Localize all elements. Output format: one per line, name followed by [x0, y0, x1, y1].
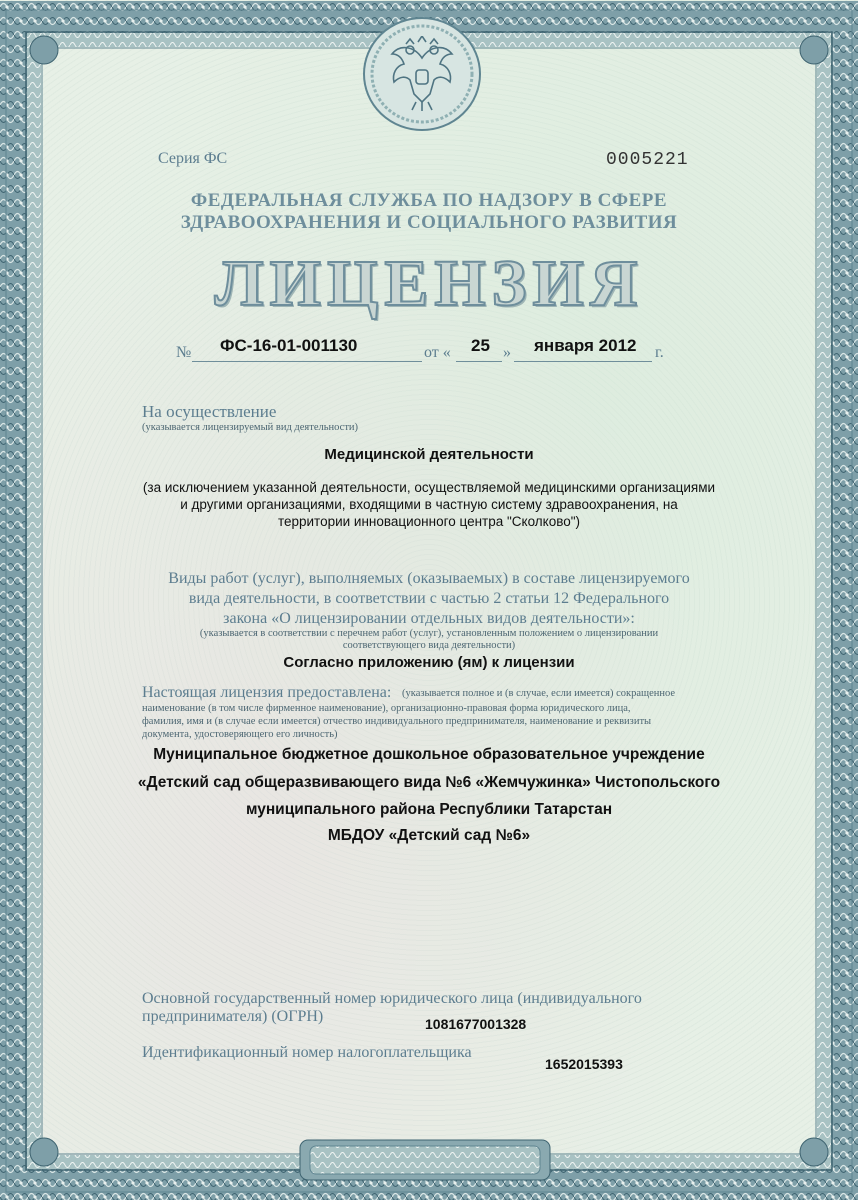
works-line-1: Виды работ (услуг), выполняемых (оказываемых) в составе лицензируемого: [168, 570, 690, 587]
license-serial-number: 0005221: [606, 150, 689, 170]
license-number: ФС-16-01-001130: [220, 336, 358, 355]
activity-note-line-1: (за исключением указанной деятельности, осуществляемой медицинскими организациями: [142, 480, 716, 495]
year-suffix: г.: [655, 344, 664, 361]
grantee-label: Настоящая лицензия предоставлена:: [142, 684, 392, 701]
inn-label: Идентификационный номер налогоплательщика: [142, 1044, 472, 1061]
grantee-hint-line-1: наименование (в том числе фирменное наименование), организационно-правовая форма юридического лица,: [142, 703, 631, 714]
works-line-2: вида деятельности, в соответствии с частью 2 статьи 12 Федерального: [188, 590, 670, 607]
works-hint-line-1: (указывается в соответствии с перечнем работ (услуг), установленным положением о лицензировании: [199, 628, 659, 639]
activity-note-line-3: территории инновационного центра "Сколково"): [277, 514, 581, 529]
activity-note-line-2: и другими организациями, входящими в частную систему здравоохранения, на: [180, 497, 678, 512]
day-underline: [456, 361, 502, 362]
grantee-hint-line-2: фамилия, имя и (в случае если имеется) отчество индивидуального предпринимателя, наименование и реквизиты: [142, 716, 652, 727]
number-sign: №: [176, 344, 192, 361]
grantee-name-line-4: МБДОУ «Детский сад №6»: [327, 827, 531, 844]
license-month-year: января 2012: [534, 336, 637, 355]
grantee-name-line-3: муниципального района Республики Татарстан: [245, 801, 613, 818]
double-headed-eagle-emblem: [386, 36, 458, 112]
series-label: Серия ФС: [158, 150, 228, 167]
grantee-hint-line-3: документа, удостоверяющего его личность): [142, 729, 338, 740]
activity-label: На осуществление: [142, 402, 277, 421]
document-title: ЛИЦЕНЗИЯ: [214, 247, 644, 320]
month-underline: [514, 361, 652, 362]
number-underline: [192, 361, 422, 362]
ogrn-value: 1081677001328: [425, 1016, 527, 1032]
agency-name-line-2: ЗДРАВООХРАНЕНИЯ И СОЦИАЛЬНОГО РАЗВИТИЯ: [180, 212, 678, 233]
ogrn-label-line-1: Основной государственный номер юридического лица (индивидуального: [142, 990, 642, 1007]
inn-value: 1652015393: [545, 1056, 623, 1072]
from-label: от «: [424, 344, 451, 361]
works-hint-line-2: соответствующего вида деятельности): [342, 640, 516, 651]
grantee-name-line-2: «Детский сад общеразвивающего вида №6 «Жемчужинка» Чистопольского: [137, 774, 721, 791]
grantee-name-line-1: Муниципальное бюджетное дошкольное образовательное учреждение: [153, 746, 705, 763]
works-value: Согласно приложению (ям) к лицензии: [283, 654, 575, 671]
license-day: 25: [471, 336, 490, 355]
ogrn-label-line-2: предпринимателя) (ОГРН): [142, 1008, 324, 1025]
agency-name-line-1: ФЕДЕРАЛЬНАЯ СЛУЖБА ПО НАДЗОРУ В СФЕРЕ: [190, 190, 668, 211]
quote-close: »: [503, 344, 511, 361]
activity-hint: (указывается лицензируемый вид деятельности): [142, 422, 359, 433]
activity-value: Медицинской деятельности: [324, 446, 534, 463]
grantee-hint-first: (указывается полное и (в случае, если имеется) сокращенное: [402, 688, 676, 699]
works-line-3: закона «О лицензировании отдельных видов деятельности»:: [223, 610, 635, 627]
